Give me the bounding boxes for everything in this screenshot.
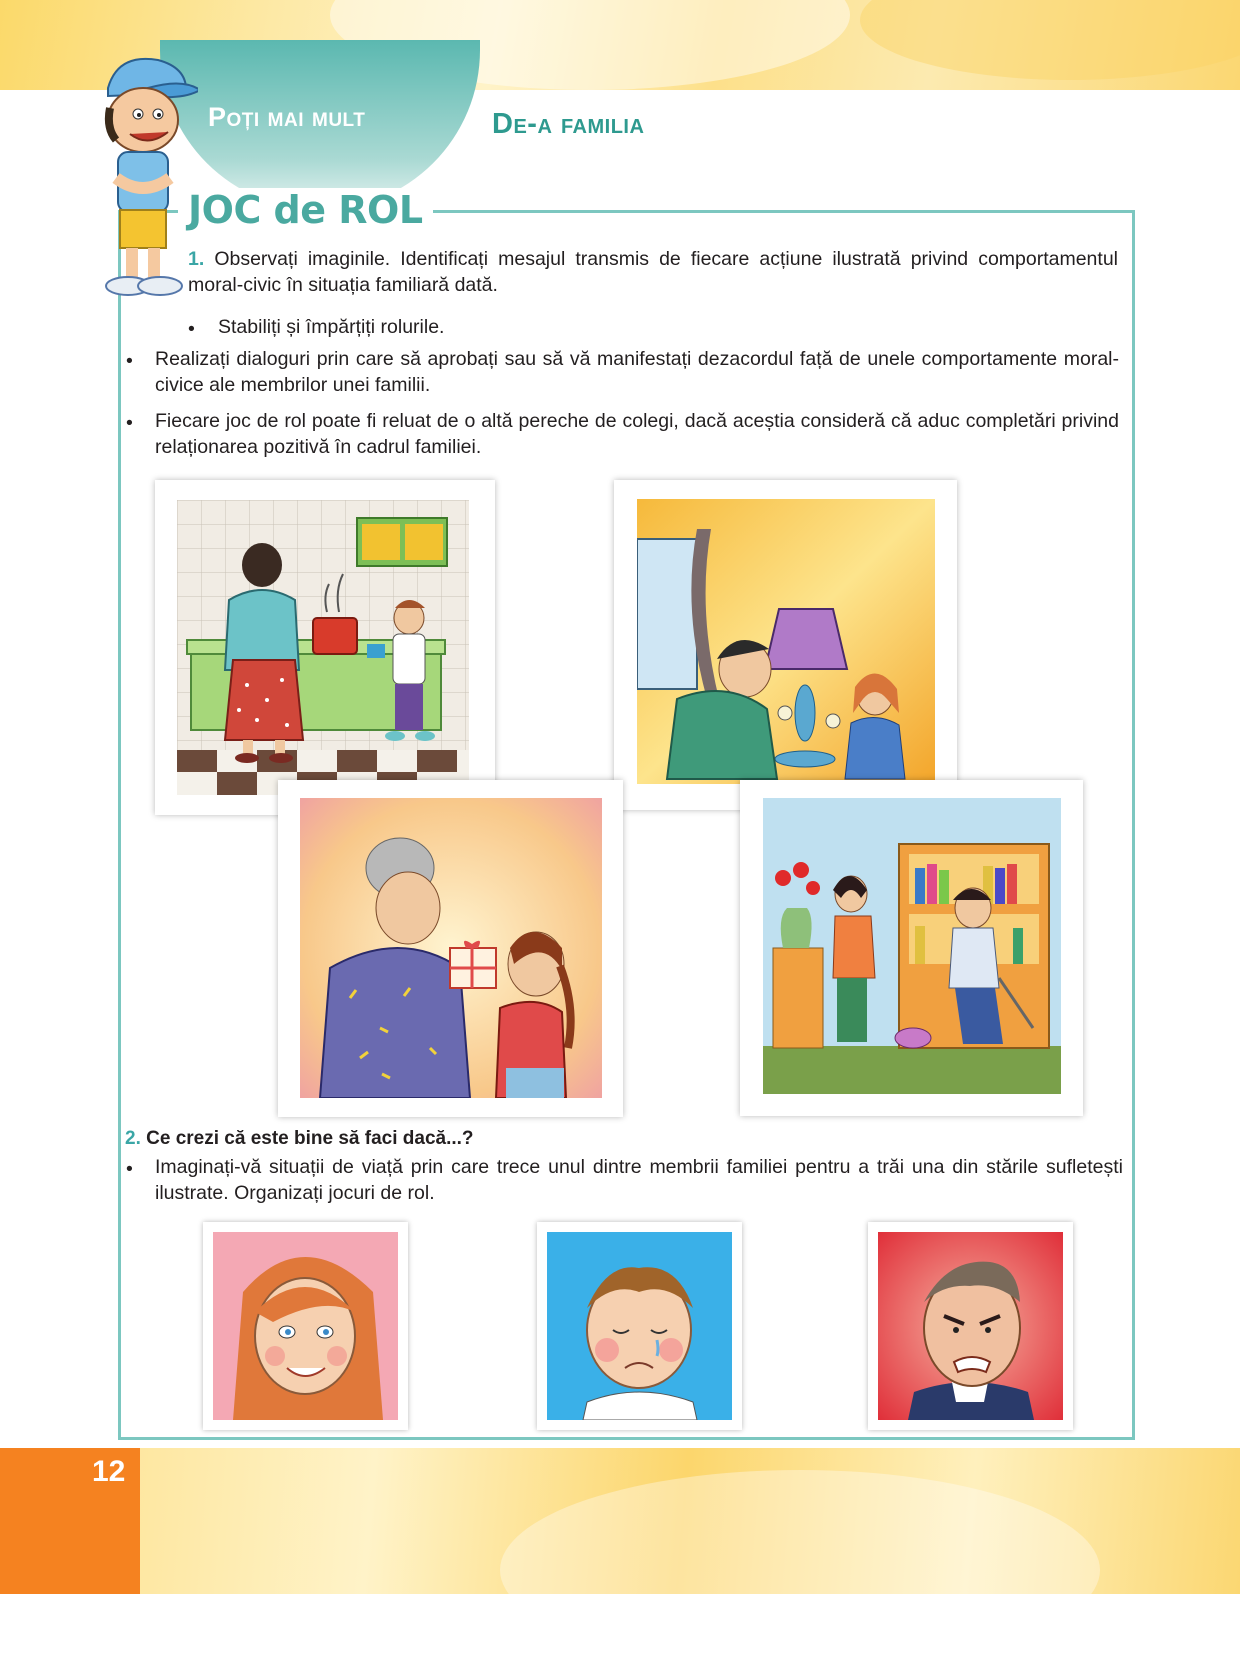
bullet-marker: •	[126, 350, 133, 372]
exercise-2-number: 2.	[125, 1128, 141, 1149]
sad-face-illustration	[537, 1222, 742, 1430]
exercise-2-question	[125, 1128, 474, 1150]
sub-bullet-marker: •	[188, 318, 195, 340]
exercise-2-question-text: Ce crezi că este bine să faci dacă...?	[146, 1128, 474, 1149]
kitchen-scene-illustration	[155, 480, 495, 815]
bottom-wave-shape	[500, 1470, 1100, 1670]
section-label: Poți mai mult	[208, 102, 366, 132]
bullet-marker: •	[126, 1158, 133, 1180]
lamp-repair-scene-illustration	[614, 480, 957, 810]
exercise-1-bullet-1: Realizați dialoguri prin care să aprobați sau să vă manifestați dezacordul față de unele comportamente moral-civice ale membrilor unei familii.	[155, 348, 1119, 396]
lesson-title: De-a familia	[492, 108, 645, 140]
happy-face-illustration	[203, 1222, 408, 1430]
angry-face-illustration	[868, 1222, 1073, 1430]
bullet-marker: •	[126, 412, 133, 434]
page-number: 12	[92, 1455, 126, 1488]
exercise-1-sub-bullet: Stabiliți și împărțiți rolurile.	[218, 316, 445, 338]
cleaning-scene-illustration	[740, 780, 1083, 1116]
grandmother-gift-scene-illustration	[278, 780, 623, 1117]
activity-title: JOC de ROL	[178, 188, 433, 232]
exercise-1-bullet-2: Fiecare joc de rol poate fi reluat de o altă pereche de colegi, dacă aceștia consideră că aduc completări privind relaționarea pozitivă în cadrul familiei.	[155, 410, 1119, 458]
exercise-1-number: 1.	[188, 248, 205, 270]
exercise-1-instruction: Observați imaginile. Identificați mesajul transmis de fiecare acțiune ilustrată privind comportamentul moral-civic în situația familiară dată.	[188, 248, 1119, 296]
mascot-boy-illustration	[88, 48, 198, 298]
exercise-2-bullet: Imaginați-vă situații de viață prin care trece unul dintre membrii familiei pentru a trăi una din stările sufletești ilustrate. Organizați jocuri de rol.	[155, 1156, 1123, 1204]
exercise-1-text	[188, 246, 1118, 298]
